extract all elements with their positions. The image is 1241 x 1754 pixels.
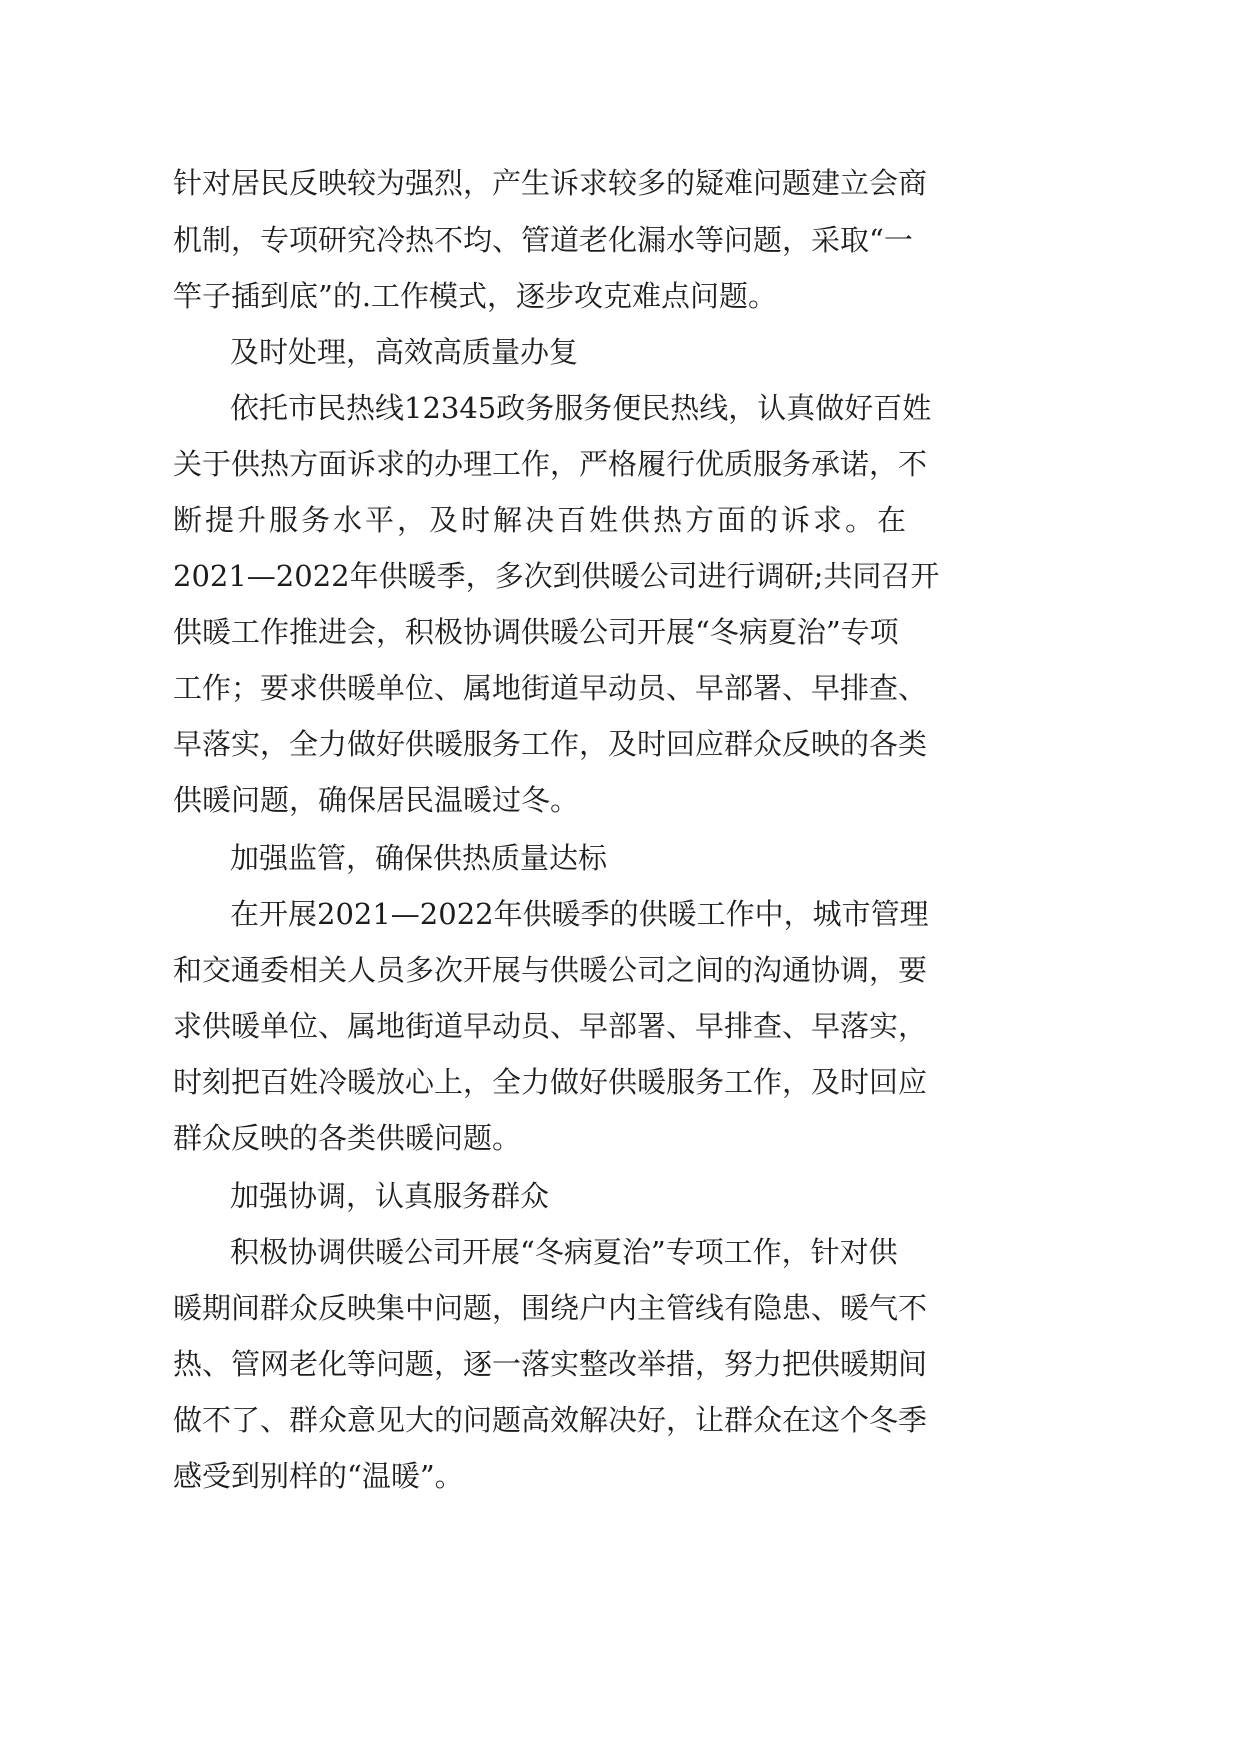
text-line bbox=[0, 434, 1241, 494]
text-line bbox=[0, 1108, 1241, 1168]
line-text: 感受到别样的“温暖”。 bbox=[173, 1459, 464, 1493]
text-line bbox=[0, 490, 1241, 550]
line-text: 做不了、群众意见大的问题高效解决好，让群众在这个冬季 bbox=[173, 1403, 928, 1437]
line-text: 积极协调供暖公司开展“冬病夏治”专项工作，针对供 bbox=[230, 1235, 898, 1269]
line-text: 依托市民热线12345政务服务便民热线，认真做好百姓 bbox=[230, 391, 932, 425]
section-heading bbox=[0, 1166, 1241, 1226]
text-line bbox=[0, 996, 1241, 1056]
line-text: 时刻把百姓冷暖放心上，全力做好供暖服务工作，及时回应 bbox=[173, 1065, 928, 1099]
text-line bbox=[0, 1278, 1241, 1338]
text-line bbox=[0, 266, 1241, 326]
text-line bbox=[0, 714, 1241, 774]
text-line bbox=[0, 546, 1241, 606]
text-line bbox=[0, 1052, 1241, 1112]
line-text: 工作；要求供暖单位、属地街道早动员、早部署、早排查、 bbox=[173, 671, 928, 705]
text-line bbox=[0, 602, 1241, 662]
line-text: 机制，专项研究冷热不均、管道老化漏水等问题，采取“一 bbox=[173, 223, 913, 257]
text-line bbox=[0, 1446, 1241, 1506]
text-line bbox=[0, 153, 1241, 213]
section-heading-text: 及时处理，高效高质量办复 bbox=[230, 335, 579, 369]
line-text: 群众反映的各类供暖问题。 bbox=[173, 1121, 522, 1155]
line-text: 针对居民反映较为强烈，产生诉求较多的疑难问题建立会商 bbox=[173, 166, 928, 200]
line-text: 供暖问题，确保居民温暖过冬。 bbox=[173, 783, 580, 817]
line-text: 早落实，全力做好供暖服务工作，及时回应群众反映的各类 bbox=[173, 727, 928, 761]
line-text: 暖期间群众反映集中问题，围绕户内主管线有隐患、暖气不 bbox=[173, 1291, 928, 1325]
text-line bbox=[0, 210, 1241, 270]
text-line bbox=[0, 1334, 1241, 1394]
section-heading-text: 加强监管，确保供热质量达标 bbox=[230, 841, 608, 875]
section-heading bbox=[0, 322, 1241, 382]
line-text: 断提升服务水平，及时解决百姓供热方面的诉求。在 bbox=[173, 503, 910, 537]
section-heading-text: 加强协调，认真服务群众 bbox=[230, 1179, 550, 1213]
line-text: 关于供热方面诉求的办理工作，严格履行优质服务承诺，不 bbox=[173, 447, 928, 481]
text-line bbox=[0, 1390, 1241, 1450]
line-text: 求供暖单位、属地街道早动员、早部署、早排查、早落实， bbox=[173, 1009, 928, 1043]
line-text: 竿子插到底”的.工作模式，逐步攻克难点问题。 bbox=[173, 279, 778, 313]
text-line bbox=[0, 658, 1241, 718]
text-line bbox=[0, 770, 1241, 830]
line-text: 2021—2022年供暖季，多次到供暖公司进行调研;共同召开 bbox=[173, 559, 940, 593]
section-heading bbox=[0, 828, 1241, 888]
text-line bbox=[0, 1222, 1241, 1282]
text-line bbox=[0, 940, 1241, 1000]
line-text: 和交通委相关人员多次开展与供暖公司之间的沟通协调，要 bbox=[173, 953, 928, 987]
line-text: 供暖工作推进会，积极协调供暖公司开展“冬病夏治”专项 bbox=[173, 615, 899, 649]
text-line bbox=[0, 378, 1241, 438]
line-text: 在开展2021—2022年供暖季的供暖工作中，城市管理 bbox=[230, 897, 929, 931]
line-text: 热、管网老化等问题，逐一落实整改举措，努力把供暖期间 bbox=[173, 1347, 928, 1381]
text-line bbox=[0, 884, 1241, 944]
